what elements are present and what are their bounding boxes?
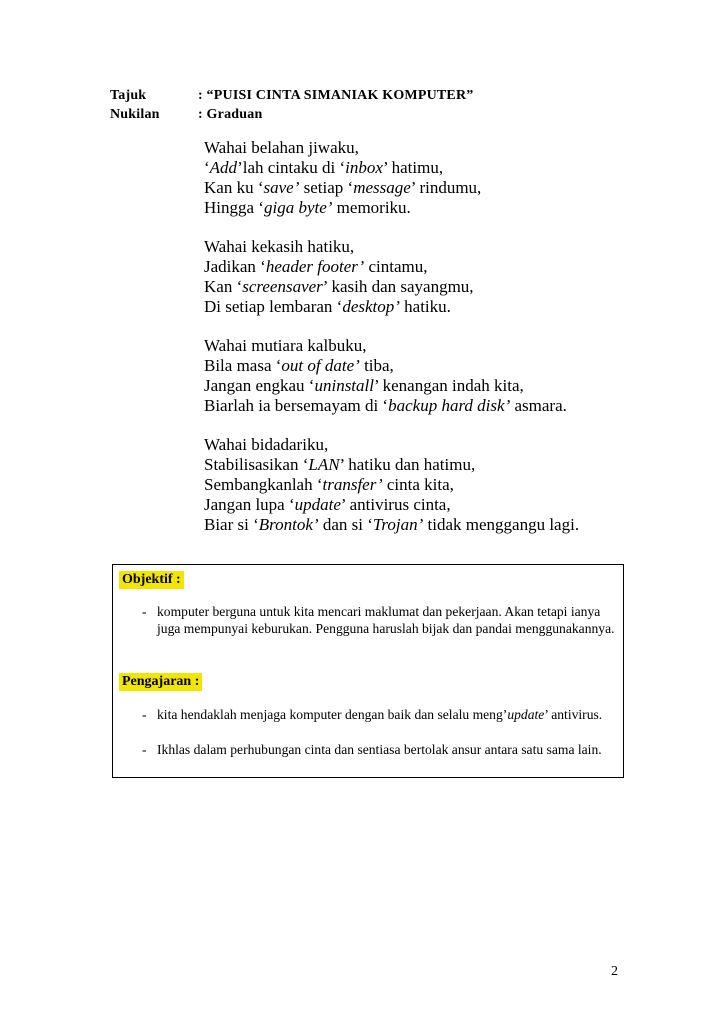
italic-term: Trojan’: [372, 515, 424, 534]
lesson-item: [142, 706, 619, 723]
meta-title-row: [110, 88, 473, 104]
lesson-item: [142, 741, 619, 758]
italic-term: uninstall: [314, 376, 374, 395]
poem-line: Wahai bidadariku,: [204, 435, 329, 454]
bullet-dash: -: [142, 604, 147, 619]
meta-source-row: [110, 107, 262, 123]
italic-term: giga byte’: [263, 198, 333, 217]
italic-term: update: [294, 495, 341, 514]
poem-line: Jadikan ‘header footer’ cintamu,: [204, 257, 428, 276]
poem: [204, 138, 579, 554]
italic-term: backup hard disk’: [388, 396, 511, 415]
poem-line: Kan ku ‘save’ setiap ‘message’ rindumu,: [204, 178, 482, 197]
poem-line: Biar si ‘Brontok’ dan si ‘Trojan’ tidak menggangu lagi.: [204, 515, 580, 534]
objective-lesson-box: [112, 564, 624, 778]
italic-term: screensaver: [242, 277, 323, 296]
italic-term: message: [353, 178, 411, 197]
poem-stanza: [204, 237, 579, 317]
poem-line: Biarlah ia bersemayam di ‘backup hard disk’ asmara.: [204, 396, 567, 415]
poem-stanza: [204, 336, 579, 416]
source-label: Nukilan: [110, 107, 160, 122]
poem-line: Wahai belahan jiwaku,: [204, 138, 359, 157]
objective-item-text: komputer berguna untuk kita mencari maklumat dan pekerjaan. Akan tetapi ianya juga mempunyai keburukan. Pengguna haruslah bijak dan pandai menggunakannya.: [157, 604, 615, 636]
bullet-dash: -: [142, 742, 147, 757]
poem-line: Sembangkanlah ‘transfer’ cinta kita,: [204, 475, 454, 494]
poem-line: Stabilisasikan ‘LAN’ hatiku dan hatimu,: [204, 455, 476, 474]
poem-line: Di setiap lembaran ‘desktop’ hatiku.: [204, 297, 451, 316]
objective-heading: Objektif :: [119, 571, 184, 589]
poem-stanza: [204, 435, 579, 535]
italic-term: Brontok’: [258, 515, 319, 534]
italic-term: save’: [263, 178, 300, 197]
page-number: 2: [611, 964, 618, 979]
poem-line: Kan ‘screensaver’ kasih dan sayangmu,: [204, 277, 474, 296]
poem-line: Wahai kekasih hatiku,: [204, 237, 355, 256]
source-value: : Graduan: [198, 107, 263, 122]
italic-term: transfer’: [322, 475, 383, 494]
poem-line: Jangan engkau ‘uninstall’ kenangan indah kita,: [204, 376, 524, 395]
poem-line: Bila masa ‘out of date’ tiba,: [204, 356, 394, 375]
poem-line: Hingga ‘giga byte’ memoriku.: [204, 198, 411, 217]
italic-term: LAN: [308, 455, 340, 474]
italic-term: header footer’: [265, 257, 365, 276]
lesson-heading: Pengajaran :: [119, 673, 202, 691]
italic-term: inbox: [345, 158, 383, 177]
poem-line: Wahai mutiara kalbuku,: [204, 336, 367, 355]
title-value: : “PUISI CINTA SIMANIAK KOMPUTER”: [198, 88, 474, 103]
title-label: Tajuk: [110, 88, 147, 103]
italic-term: out of date’: [281, 356, 360, 375]
lesson-item-text: kita hendaklah menjaga komputer dengan baik dan selalu meng’update’ antivirus.: [157, 707, 603, 722]
poem-line: ‘Add’lah cintaku di ‘inbox’ hatimu,: [204, 158, 444, 177]
italic-term: desktop’: [342, 297, 400, 316]
objective-item: [142, 603, 619, 637]
poem-stanza: [204, 138, 579, 218]
bullet-dash: -: [142, 707, 147, 722]
italic-term: update: [507, 707, 545, 722]
italic-term: Add: [209, 158, 238, 177]
lesson-item-text: Ikhlas dalam perhubungan cinta dan sentiasa bertolak ansur antara satu sama lain.: [157, 742, 602, 757]
poem-line: Jangan lupa ‘update’ antivirus cinta,: [204, 495, 451, 514]
